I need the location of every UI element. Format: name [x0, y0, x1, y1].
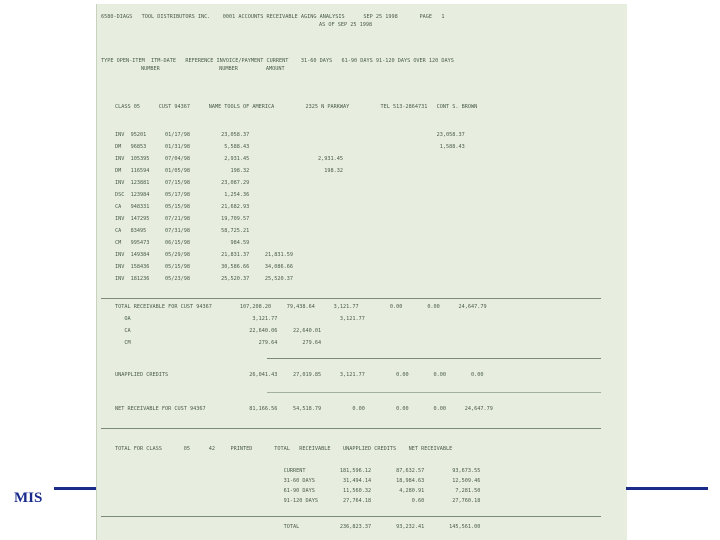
divider-rule	[101, 298, 601, 299]
item-row: CA 948331 05/15/98 21,682.93	[115, 204, 250, 210]
item-row: CA 83495 07/31/98 58,725.21	[115, 228, 250, 234]
item-row: INV 95201 01/17/98 23,058.37 23,058.37	[115, 132, 465, 138]
total-cm-line: CM 279.64 279.64	[115, 340, 322, 346]
divider-rule	[101, 516, 601, 517]
customer-info-line: CLASS 05 CUST 94367 NAME TOOLS OF AMERICA 2325 N PARKWAY TEL 513-2864731 CONT S. BROWN	[115, 104, 478, 110]
total-oa-line: OA 3,121.77 3,121.77	[115, 316, 365, 322]
item-row: CM 995473 06/15/98 984.59	[115, 240, 250, 246]
total-ca-line: CA 22,640.06 22,640.01	[115, 328, 322, 334]
item-row: INV 105395 07/04/98 2,931.45 2,931.45	[115, 156, 343, 162]
report-header-line: 6580-DIAGS TOOL DISTRIBUTORS INC. 0001 ACCOUNTS RECEIVABLE AGING ANALYSIS SEP 25 1998 PAGE 1	[101, 14, 445, 20]
item-row: INV 158436 05/15/98 30,586.66 34,086.66	[115, 264, 294, 270]
item-row: DM 116594 01/05/98 198.32 198.32	[115, 168, 343, 174]
footer-bar-left	[54, 487, 96, 490]
item-row: DM 96853 01/31/98 5,588.43 1,588.43	[115, 144, 465, 150]
class-summary-row: 61-90 DAYS 11,560.32 4,280.91 7,281.50	[115, 488, 481, 494]
class-total-header: TOTAL FOR CLASS 05 42 PRINTED TOTAL RECEIVABLE UNAPPLIED CREDITS NET RECEIVABLE	[115, 446, 453, 452]
class-summary-row: 31-60 DAYS 31,494.14 18,984.63 12,509.46	[115, 478, 481, 484]
column-headers-sub: NUMBER NUMBER AMOUNT	[141, 66, 285, 72]
footer-bar-right	[626, 487, 708, 490]
column-headers: TYPE OPEN-ITEM ITM-DATE REFERENCE INVOICE/PAYMENT CURRENT 31-60 DAYS 61-90 DAYS 91-120 DAYS OVER 120 DAYS	[101, 58, 454, 64]
item-row: INV 181236 05/23/98 25,520.37 25,520.37	[115, 276, 294, 282]
net-receivable-line: NET RECEIVABLE FOR CUST 94367 81,166.56 54,518.79 0.00 0.00 0.00 24,647.79	[115, 406, 493, 412]
total-receivable-line: TOTAL RECEIVABLE FOR CUST 94367 107,208.20 79,438.64 3,121.77 0.00 0.00 24,647.79	[115, 304, 487, 310]
unapplied-credits-line: UNAPPLIED CREDITS 26,041.43 27,019.85 3,121.77 0.00 0.00 0.00	[115, 372, 484, 378]
divider-rule	[101, 428, 601, 429]
class-summary-row: 91-120 DAYS 27,764.18 0.60 27,760.18	[115, 498, 481, 504]
aging-report-scan	[96, 4, 627, 540]
class-summary-row: CURRENT 181,596.12 87,632.57 93,673.55	[115, 468, 481, 474]
report-as-of-date: AS OF SEP 25 1998	[319, 22, 373, 28]
item-row: INV 147295 07/21/98 19,709.57	[115, 216, 250, 222]
item-row: DSC 123984 05/17/98 1,254.36	[115, 192, 250, 198]
footer-label: MIS	[14, 490, 43, 506]
divider-rule	[267, 392, 601, 393]
item-row: INV 149384 05/29/98 21,831.37 21,831.59	[115, 252, 294, 258]
class-summary-total: TOTAL 236,823.37 93,232.41 145,561.00	[115, 524, 481, 530]
item-row: INV 123881 07/15/98 23,087.29	[115, 180, 250, 186]
divider-rule	[267, 358, 601, 359]
